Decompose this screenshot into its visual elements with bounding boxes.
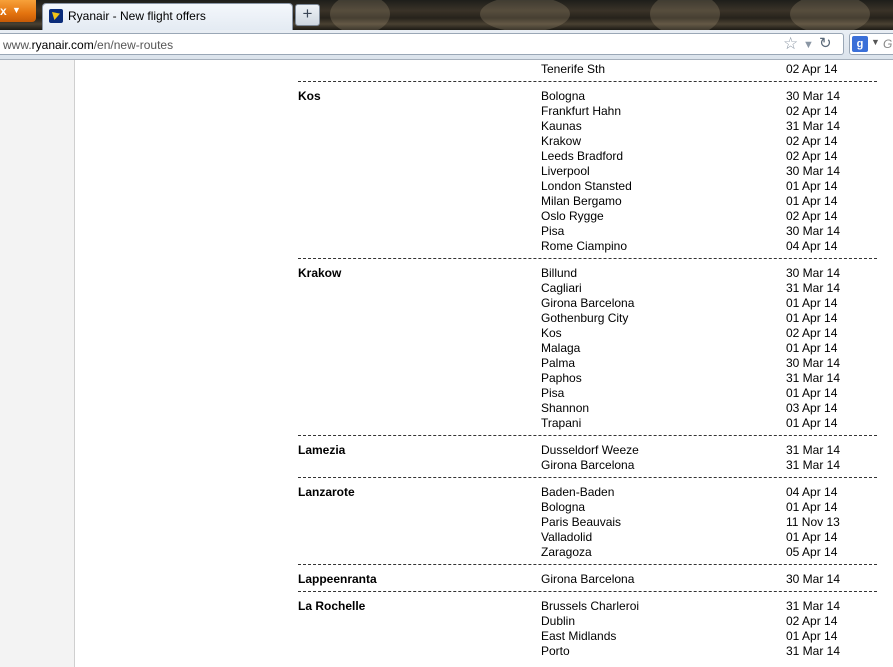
search-box[interactable] <box>849 33 893 55</box>
route-start-date: 31 Mar 14 <box>786 644 841 658</box>
route-row <box>298 209 877 224</box>
route-start-date: 01 Apr 14 <box>786 500 838 514</box>
route-row <box>298 416 877 431</box>
route-start-date: 02 Apr 14 <box>786 149 838 163</box>
route-row <box>298 239 877 254</box>
route-group <box>298 591 877 659</box>
route-row <box>298 104 877 119</box>
destination-airport: Paris Beauvais <box>541 515 622 529</box>
route-row <box>298 443 877 458</box>
route-start-date: 02 Apr 14 <box>786 209 838 223</box>
destination-airport: Paphos <box>541 371 582 385</box>
route-start-date: 01 Apr 14 <box>786 416 838 430</box>
destination-airport: Zaragoza <box>541 545 592 559</box>
route-row <box>298 545 877 560</box>
route-start-date: 31 Mar 14 <box>786 599 841 613</box>
url-host: ryanair.com <box>31 38 94 52</box>
route-start-date: 03 Apr 14 <box>786 401 838 415</box>
route-row <box>298 311 877 326</box>
route-row <box>298 599 877 614</box>
search-placeholder: G <box>883 37 893 51</box>
route-start-date: 01 Apr 14 <box>786 296 838 310</box>
tab-strip <box>0 0 893 30</box>
route-group <box>298 564 877 587</box>
route-start-date: 01 Apr 14 <box>786 386 838 400</box>
route-start-date: 31 Mar 14 <box>786 371 841 385</box>
route-start-date: 31 Mar 14 <box>786 281 841 295</box>
route-row <box>298 266 877 281</box>
route-start-date: 30 Mar 14 <box>786 89 841 103</box>
history-dropdown-icon[interactable]: ▼ <box>803 39 814 51</box>
route-start-date: 04 Apr 14 <box>786 239 838 253</box>
route-row <box>298 386 877 401</box>
destination-airport: Malaga <box>541 341 581 355</box>
route-row <box>298 572 877 587</box>
route-start-date: 11 Nov 13 <box>786 515 840 529</box>
destination-airport: Pisa <box>541 386 565 400</box>
destination-airport: Liverpool <box>541 164 590 178</box>
destination-airport: Girona Barcelona <box>541 458 635 472</box>
route-row <box>298 281 877 296</box>
route-row <box>298 149 877 164</box>
origin-airport: La Rochelle <box>298 599 366 613</box>
bookmark-star-icon[interactable]: ☆ <box>783 34 799 53</box>
route-row <box>298 341 877 356</box>
firefox-menu-button[interactable] <box>0 0 36 22</box>
route-start-date: 31 Mar 14 <box>786 443 841 457</box>
ryanair-favicon-icon <box>49 9 63 23</box>
route-start-date: 01 Apr 14 <box>786 179 838 193</box>
destination-airport: Bologna <box>541 89 586 103</box>
route-row <box>298 89 877 104</box>
route-start-date: 01 Apr 14 <box>786 341 838 355</box>
destination-airport: Baden-Baden <box>541 485 615 499</box>
route-group <box>298 477 877 560</box>
destination-airport: Dublin <box>541 614 576 628</box>
destination-airport: Bologna <box>541 500 586 514</box>
route-start-date: 05 Apr 14 <box>786 545 838 559</box>
route-start-date: 30 Mar 14 <box>786 224 841 238</box>
route-start-date: 02 Apr 14 <box>786 326 838 340</box>
route-row <box>298 500 877 515</box>
destination-airport: Shannon <box>541 401 590 415</box>
route-row <box>298 458 877 473</box>
route-start-date: 30 Mar 14 <box>786 266 841 280</box>
route-row <box>298 401 877 416</box>
route-row <box>298 194 877 209</box>
origin-airport: Lappeenranta <box>298 572 377 586</box>
route-row <box>298 530 877 545</box>
route-group <box>298 258 877 431</box>
new-routes-list <box>298 62 877 659</box>
tab-title: Ryanair - New flight offers <box>68 9 206 23</box>
route-start-date: 31 Mar 14 <box>786 119 841 133</box>
destination-airport: Kaunas <box>541 119 582 133</box>
route-start-date: 04 Apr 14 <box>786 485 838 499</box>
route-group <box>298 62 877 77</box>
route-row <box>298 164 877 179</box>
address-bar[interactable] <box>0 33 844 55</box>
route-start-date: 31 Mar 14 <box>786 458 841 472</box>
destination-airport: Trapani <box>541 416 582 430</box>
chevron-down-icon: ▼ <box>12 5 21 15</box>
destination-airport: Frankfurt Hahn <box>541 104 622 118</box>
origin-airport: Lamezia <box>298 443 346 457</box>
route-start-date: 01 Apr 14 <box>786 629 838 643</box>
route-start-date: 02 Apr 14 <box>786 104 838 118</box>
destination-airport: Brussels Charleroi <box>541 599 640 613</box>
route-row <box>298 134 877 149</box>
destination-airport: Billund <box>541 266 578 280</box>
route-row <box>298 62 877 77</box>
destination-airport: Palma <box>541 356 576 370</box>
new-tab-button[interactable]: + <box>295 4 320 26</box>
route-start-date: 02 Apr 14 <box>786 134 838 148</box>
destination-airport: Valladolid <box>541 530 593 544</box>
route-start-date: 01 Apr 14 <box>786 530 838 544</box>
destination-airport: Milan Bergamo <box>541 194 622 208</box>
destination-airport: Dusseldorf Weeze <box>541 443 639 457</box>
route-group <box>298 81 877 254</box>
destination-airport: Pisa <box>541 224 565 238</box>
route-row <box>298 356 877 371</box>
destination-airport: Kos <box>541 326 562 340</box>
route-row <box>298 371 877 386</box>
route-row <box>298 515 877 530</box>
route-start-date: 02 Apr 14 <box>786 62 838 76</box>
route-start-date: 30 Mar 14 <box>786 356 841 370</box>
route-start-date: 30 Mar 14 <box>786 572 841 586</box>
reload-icon[interactable]: ↻ <box>819 35 832 52</box>
destination-airport: Girona Barcelona <box>541 572 635 586</box>
destination-airport: Cagliari <box>541 281 582 295</box>
route-row <box>298 629 877 644</box>
route-row <box>298 485 877 500</box>
chevron-down-icon[interactable]: ▼ <box>871 37 880 47</box>
route-row <box>298 224 877 239</box>
google-icon[interactable]: g <box>852 36 868 52</box>
url-prefix: www. <box>3 38 32 52</box>
route-start-date: 01 Apr 14 <box>786 194 838 208</box>
route-group <box>298 435 877 473</box>
destination-airport: Krakow <box>541 134 582 148</box>
route-start-date: 30 Mar 14 <box>786 164 841 178</box>
route-row <box>298 614 877 629</box>
destination-airport: Gothenburg City <box>541 311 629 325</box>
destination-airport: Porto <box>541 644 570 658</box>
url-text <box>3 38 173 52</box>
origin-airport: Kos <box>298 89 321 103</box>
left-sidebar <box>0 60 75 667</box>
route-row <box>298 644 877 659</box>
tab-ryanair[interactable] <box>42 3 293 30</box>
route-start-date: 01 Apr 14 <box>786 311 838 325</box>
navigation-toolbar <box>0 30 893 60</box>
page-viewport <box>0 60 893 667</box>
destination-airport: London Stansted <box>541 179 632 193</box>
destination-airport: Leeds Bradford <box>541 149 624 163</box>
route-start-date: 02 Apr 14 <box>786 614 838 628</box>
route-row <box>298 119 877 134</box>
origin-airport: Krakow <box>298 266 342 280</box>
route-row <box>298 179 877 194</box>
route-row <box>298 326 877 341</box>
destination-airport: Tenerife Sth <box>541 62 606 76</box>
url-path: /en/new-routes <box>93 38 174 52</box>
destination-airport: East Midlands <box>541 629 617 643</box>
destination-airport: Oslo Rygge <box>541 209 604 223</box>
firefox-menu-label: x <box>0 4 7 18</box>
destination-airport: Rome Ciampino <box>541 239 628 253</box>
destination-airport: Girona Barcelona <box>541 296 635 310</box>
route-row <box>298 296 877 311</box>
origin-airport: Lanzarote <box>298 485 355 499</box>
